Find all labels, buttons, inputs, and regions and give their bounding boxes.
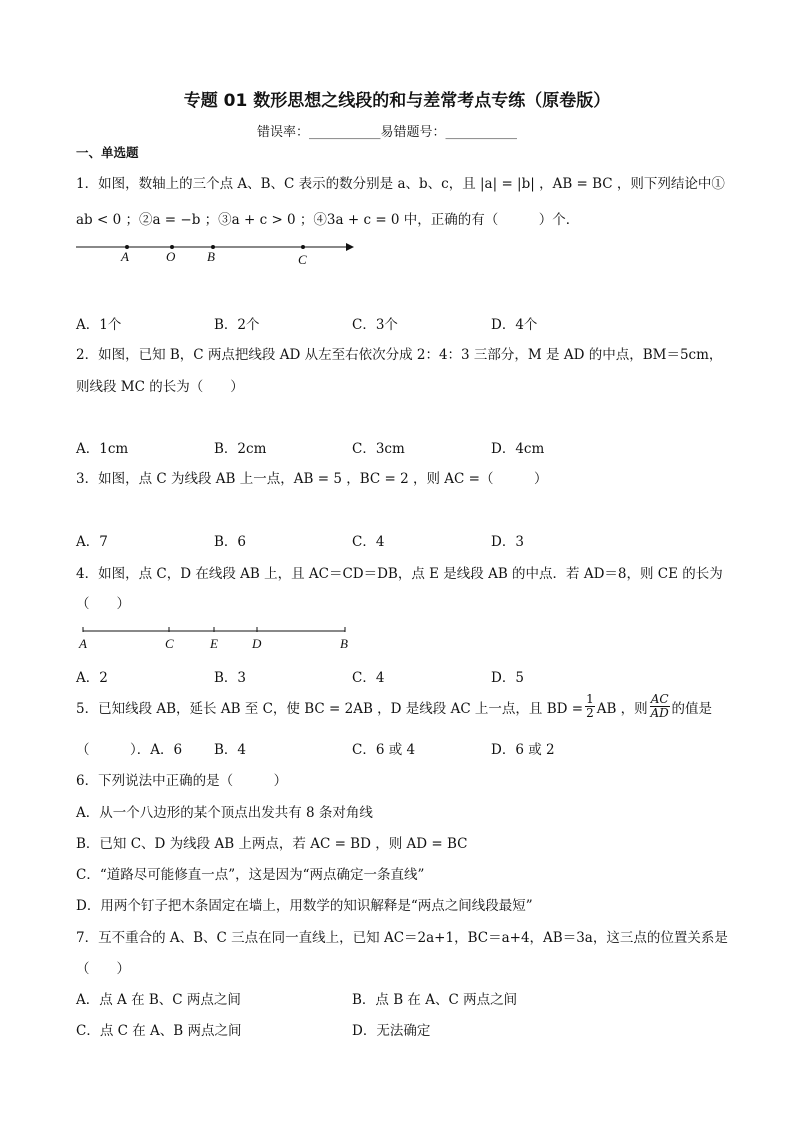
q5-frac2-numerator: AC [650, 692, 669, 706]
q4-label-c: C [165, 636, 174, 651]
q1-option-a[interactable]: A．1个 [76, 317, 122, 333]
q2-option-a[interactable]: A．1cm [76, 441, 129, 457]
q5-stem-line1 [76, 693, 712, 720]
q5-frac2-denominator: AD [650, 706, 669, 720]
q6-option-d[interactable]: D．用两个钉子把木条固定在墙上，用数学的知识解释是“两点之间线段最短” [76, 898, 533, 914]
section-heading: 一、单选题 [76, 145, 139, 160]
q4-label-e: E [210, 636, 218, 651]
number-line-arrow [346, 243, 354, 251]
q1-label-b: B [207, 249, 215, 264]
q7-option-d[interactable]: D．无法确定 [352, 1023, 431, 1039]
q3-option-c[interactable]: C．4 [352, 534, 385, 550]
q5-frac1-denominator: 2 [586, 706, 594, 720]
q5-fraction-half [585, 693, 595, 720]
q5-stem-line2-option-a[interactable]: （ ）．A．6 [76, 742, 183, 758]
q5-frac1-numerator: 1 [586, 692, 594, 706]
q1-option-d[interactable]: D．4个 [491, 317, 538, 333]
q1-option-b[interactable]: B．2个 [214, 317, 260, 333]
q7-option-c[interactable]: C．点 C 在 A、B 两点之间 [76, 1023, 242, 1039]
q1-stem-line1: 1．如图，数轴上的三个点 A、B、C 表示的数分别是 a、b、c，且 |a| = |b| ，AB = BC ，则下列结论中① [76, 176, 725, 192]
q2-option-c[interactable]: C．3cm [352, 441, 405, 457]
q7-option-b[interactable]: B．点 B 在 A、C 两点之间 [352, 992, 518, 1008]
q3-option-a[interactable]: A．7 [76, 534, 108, 550]
q1-number-line-figure [70, 236, 360, 270]
q2-stem-line2: 则线段 MC 的长为（ ） [76, 379, 244, 395]
q4-stem-line2: （ ） [76, 596, 130, 612]
q1-stem-line2: ab < 0 ；②a = −b ；③a + c > 0 ；④3a + c = 0 中，正确的有（ ）个． [76, 212, 580, 228]
q5-text-b: AB ，则 [596, 700, 648, 717]
q6-option-b[interactable]: B．已知 C、D 为线段 AB 上两点，若 AC = BD ，则 AD = BC [76, 836, 468, 852]
q3-stem: 3．如图，点 C 为线段 AB 上一点，AB = 5 ，BC = 2 ，则 AC =（ ） [76, 471, 548, 487]
q7-stem-line2: （ ） [76, 961, 130, 977]
q2-option-d[interactable]: D．4cm [491, 441, 545, 457]
q4-label-b: B [340, 636, 348, 651]
q4-segment-figure [80, 624, 355, 636]
q5-option-b[interactable]: B．4 [214, 742, 247, 758]
q1-label-o: O [166, 249, 176, 264]
q7-option-a[interactable]: A．点 A 在 B、C 两点之间 [76, 992, 241, 1008]
q5-fraction-ac-ad [650, 693, 670, 720]
q3-option-d[interactable]: D．3 [491, 534, 524, 550]
q2-stem-line1: 2．如图，已知 B，C 两点把线段 AD 从左至右依次分成 2：4：3 三部分，M 是 AD 的中点，BM＝5cm， [76, 347, 723, 363]
q4-option-a[interactable]: A．2 [76, 670, 108, 686]
q4-label-a: A [79, 636, 87, 651]
point-c-dot [301, 245, 305, 249]
q5-option-d[interactable]: D．6 或 2 [491, 742, 555, 758]
q4-option-c[interactable]: C．4 [352, 670, 385, 686]
q6-stem: 6．下列说法中正确的是（ ） [76, 773, 288, 789]
q1-label-c: C [298, 252, 307, 267]
q6-option-c[interactable]: C．“道路尽可能修直一点”，这是因为“两点确定一条直线” [76, 867, 425, 883]
q7-stem-line1: 7．互不重合的 A、B、C 三点在同一直线上，已知 AC＝2a+1，BC＝a+4，AB＝3a，这三点的位置关系是 [76, 930, 728, 946]
q5-option-c[interactable]: C．6 或 4 [352, 742, 416, 758]
q1-option-c[interactable]: C．3个 [352, 317, 398, 333]
q4-option-d[interactable]: D．5 [491, 670, 524, 686]
q4-option-b[interactable]: B．3 [214, 670, 247, 686]
q2-option-b[interactable]: B．2cm [214, 441, 267, 457]
q5-text-c: 的值是 [671, 700, 713, 717]
q4-label-d: D [252, 636, 262, 651]
q4-stem-line1: 4．如图，点 C，D 在线段 AB 上，且 AC＝CD＝DB，点 E 是线段 AB 的中点．若 AD＝8，则 CE 的长为 [76, 566, 723, 582]
q3-option-b[interactable]: B．6 [214, 534, 247, 550]
q1-label-a: A [121, 249, 129, 264]
error-rate-line: 错误率：___________易错题号：___________ [257, 125, 518, 140]
page-title: 专题 01 数形思想之线段的和与差常考点专练（原卷版） [183, 91, 611, 111]
q5-text-a: 5．已知线段 AB，延长 AB 至 C，使 BC = 2AB ，D 是线段 AC 上一点，且 BD = [76, 700, 584, 717]
q6-option-a[interactable]: A．从一个八边形的某个顶点出发共有 8 条对角线 [76, 805, 373, 821]
